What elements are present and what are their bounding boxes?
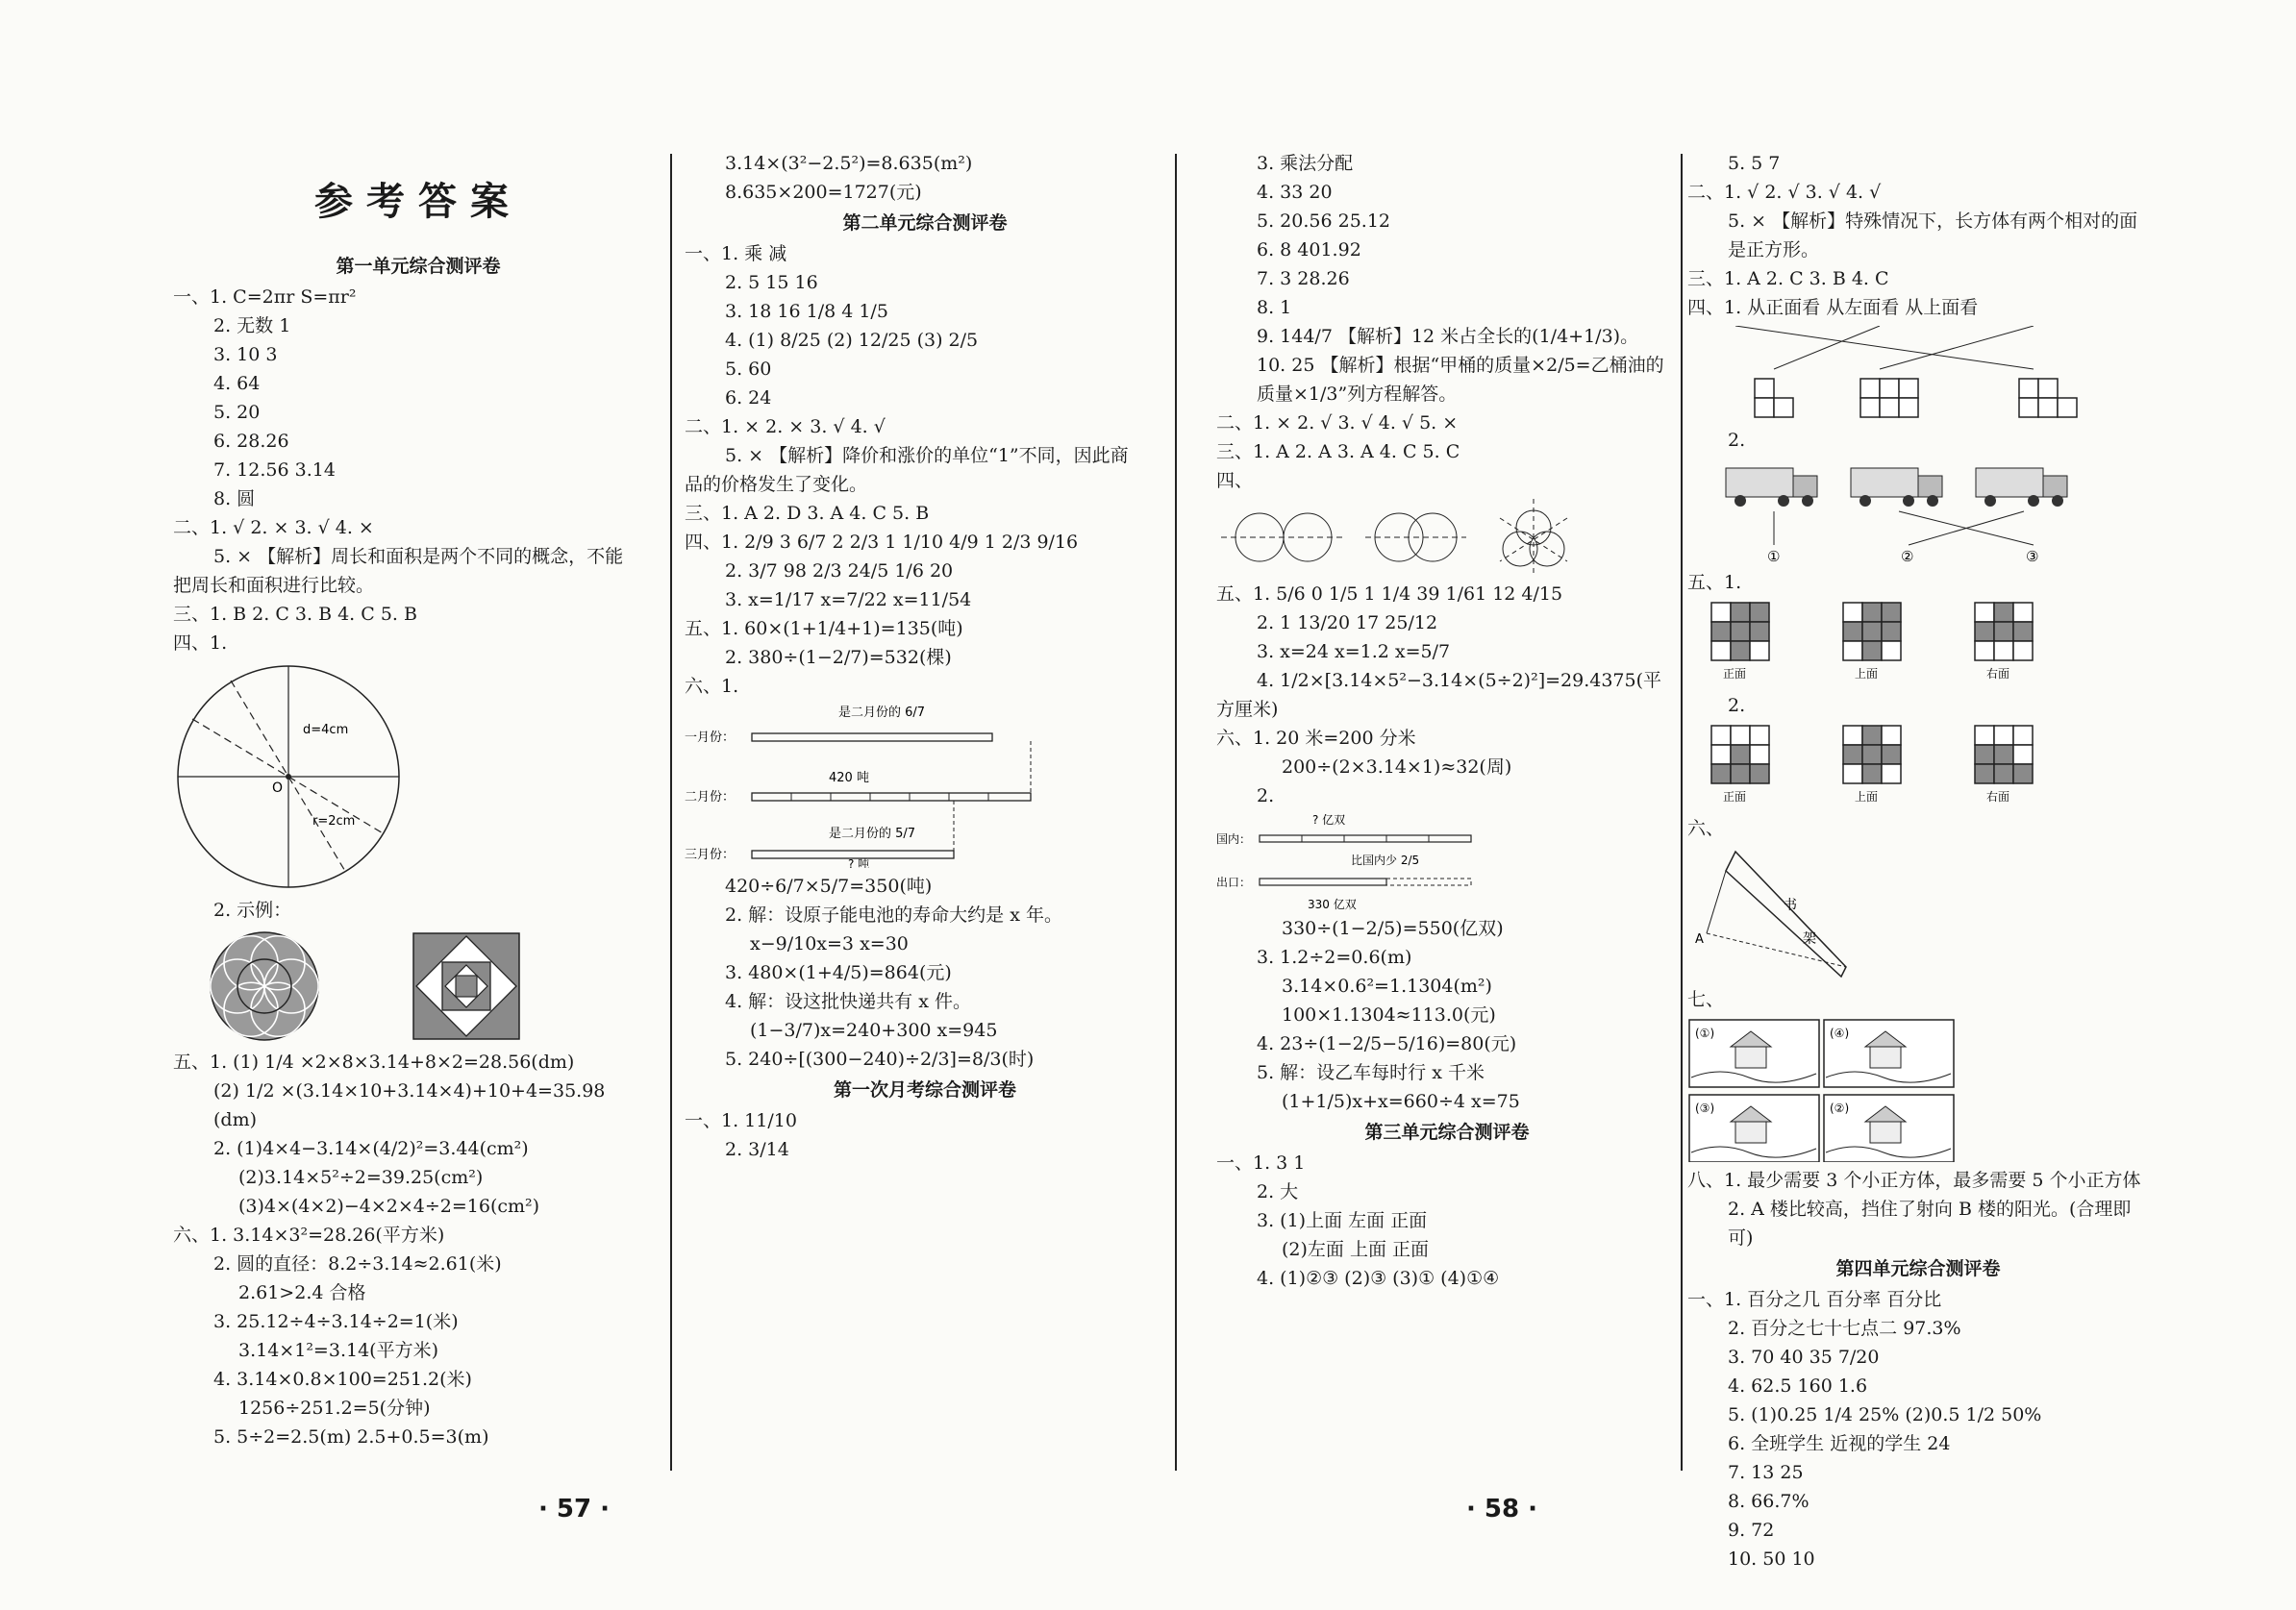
answer-line: 2. 3/7 98 2/3 24/5 1/6 20 xyxy=(725,560,954,582)
answer-line: 质量×1/3”列方程解答。 xyxy=(1257,384,1458,405)
view-shape-3 xyxy=(2019,379,2077,417)
grid-label: 正面 xyxy=(1723,667,1747,681)
three-circles-pattern xyxy=(1500,499,1567,574)
answer-line: 7. 12.56 3.14 xyxy=(213,459,336,481)
answer-line: 六、1. 20 米=200 分米 xyxy=(1216,728,1416,749)
scene-label: (②) xyxy=(1830,1102,1850,1115)
truck-view-2 xyxy=(1851,468,1942,507)
answer-line: (2)3.14×5²÷2=39.25(cm²) xyxy=(238,1167,484,1188)
answer-line: 一、1. 11/10 xyxy=(685,1110,797,1131)
column-divider xyxy=(1175,154,1177,1471)
answer-line: 5. 5÷2=2.5(m) 2.5+0.5=3(m) xyxy=(213,1426,489,1448)
answer-line: 五、1. xyxy=(1687,572,1742,593)
answer-line: 2. 380÷(1−2/7)=532(棵) xyxy=(725,647,952,668)
note-unknown: ? 吨 xyxy=(848,857,870,868)
answer-line: 3.14×(3²−2.5²)=8.635(m²) xyxy=(725,153,973,174)
answer-line: 4. 解：设这批快递共有 x 件。 xyxy=(725,991,971,1012)
mark-2: ② xyxy=(1901,548,1914,564)
book-label: 书 xyxy=(1784,898,1797,913)
grid-label: 右面 xyxy=(1986,790,2010,804)
answer-line: 三、1. A 2. C 3. B 4. C xyxy=(1687,268,1889,289)
scene-label: (③) xyxy=(1695,1102,1715,1115)
answer-line: 2. 百分之七十七点二 97.3% xyxy=(1728,1318,1961,1339)
answer-line: 3. 25.12÷4÷3.14÷2=1(米) xyxy=(213,1311,459,1332)
note-less: 比国内少 2/5 xyxy=(1351,854,1420,867)
mark-1: ① xyxy=(1767,548,1781,564)
label-feb: 二月份： xyxy=(685,790,736,805)
circle-patterns xyxy=(1216,499,1620,576)
answer-line: 2. 大 xyxy=(1257,1181,1299,1202)
answer-line: 3. x=24 x=1.2 x=5/7 xyxy=(1257,641,1451,662)
answer-line: 六、1. 3.14×3²=28.26(平方米) xyxy=(173,1225,445,1246)
answer-line: 2. (1)4×4−3.14×(4/2)²=3.44(cm²) xyxy=(213,1138,529,1159)
answer-line: 4. 33 20 xyxy=(1257,182,1333,203)
answer-line: 7. 3 28.26 xyxy=(1257,268,1350,289)
grid-上面 xyxy=(1843,726,1901,783)
answer-line: 2. 3/14 xyxy=(725,1139,789,1160)
answer-line: 4. 3.14×0.8×100=251.2(米) xyxy=(213,1369,472,1390)
answer-line: 9. 144/7 【解析】12 米占全长的(1/4+1/3)。 xyxy=(1257,326,1639,347)
view-grids-2 xyxy=(1687,724,2101,810)
answer-line: 2. 示例： xyxy=(213,900,292,921)
note-330: 330 亿双 xyxy=(1308,898,1357,910)
answer-line: (2) 1/2 ×(3.14×10+3.14×4)+10+4=35.98 xyxy=(213,1080,606,1102)
answer-line: 3. 18 16 1/8 4 1/5 xyxy=(725,301,888,322)
answer-line: 5. 解：设乙车每时行 x 千米 xyxy=(1257,1062,1485,1083)
page-number-left: · 57 · xyxy=(538,1495,611,1523)
answer-line: 5. 60 xyxy=(725,359,772,380)
answer-line: 2. xyxy=(1728,430,1746,451)
answer-line: 一、1. 3 1 xyxy=(1216,1152,1306,1174)
answer-line: 9. 72 xyxy=(1728,1520,1775,1541)
answer-line: 3. 70 40 35 7/20 xyxy=(1728,1347,1880,1368)
answer-line: 六、 xyxy=(1687,818,1725,839)
circle-diagram xyxy=(173,661,423,892)
label-domestic: 国内： xyxy=(1216,832,1252,846)
answer-line: 2.61>2.4 合格 xyxy=(238,1282,366,1303)
answer-line: 2. xyxy=(1728,695,1746,716)
answer-line: 6. 28.26 xyxy=(213,431,289,452)
answer-line: 4. 64 xyxy=(213,373,261,394)
answer-line: 6. 全班学生 近视的学生 24 xyxy=(1728,1433,1951,1454)
answer-line: 4. (1) 8/25 (2) 12/25 (3) 2/5 xyxy=(725,330,979,351)
answer-line: 四、1. 2/9 3 6/7 2 2/3 1 1/10 4/9 1 2/3 9/16 xyxy=(685,532,1079,553)
note-amount: 420 吨 xyxy=(829,771,869,785)
answer-line: 四、 xyxy=(1216,470,1254,491)
column-divider xyxy=(670,154,672,1471)
section-heading: 第四单元综合测评卷 xyxy=(1835,1258,2001,1279)
answer-column-4 xyxy=(1687,149,2149,1573)
answer-line: 八、1. 最少需要 3 个小正方体，最多需要 5 个小正方体 xyxy=(1687,1170,2141,1191)
answer-line: 5. × 【解析】降价和涨价的单位“1”不同，因此商 xyxy=(725,445,1129,466)
page-number-right: · 58 · xyxy=(1466,1495,1538,1523)
point-a-label: A xyxy=(1695,932,1704,947)
scene-matching xyxy=(1687,1018,1976,1162)
answer-line: 四、1. xyxy=(173,632,228,654)
answer-line: 5. 5 7 xyxy=(1728,153,1781,174)
answer-line: 二、1. × 2. √ 3. √ 4. √ 5. × xyxy=(1216,412,1459,433)
line-segment-diagram xyxy=(685,705,1108,868)
grid-label: 右面 xyxy=(1986,667,2010,681)
column-divider xyxy=(1681,154,1683,1471)
answer-line: 8. 圆 xyxy=(213,488,256,509)
center-label: O xyxy=(272,780,284,796)
note-jan: 是二月份的 6/7 xyxy=(838,706,926,720)
answer-line: (dm) xyxy=(213,1109,258,1130)
view-grids-1 xyxy=(1687,601,2101,687)
answer-line: 3. 1.2÷2=0.6(m) xyxy=(1257,947,1412,968)
answer-line: 把周长和面积进行比较。 xyxy=(173,575,375,596)
answer-line: 4. 1/2×[3.14×5²−3.14×(5÷2)²]=29.4375(平 xyxy=(1257,670,1662,691)
view-matching xyxy=(1687,326,2101,422)
grid-右面 xyxy=(1975,603,2033,660)
answer-line: 7. 13 25 xyxy=(1728,1462,1804,1483)
answer-line: 一、1. 乘 减 xyxy=(685,243,787,264)
answer-line: 3. 乘法分配 xyxy=(1257,153,1354,174)
answer-line: 4. 62.5 160 1.6 xyxy=(1728,1375,1868,1397)
answer-line: 8. 66.7% xyxy=(1728,1491,1809,1512)
answer-column-2 xyxy=(685,149,1165,1164)
answer-line: 3. 10 3 xyxy=(213,344,278,365)
answer-line: 5. × 【解析】周长和面积是两个不同的概念，不能 xyxy=(213,546,624,567)
answer-line: 三、1. A 2. A 3. A 4. C 5. C xyxy=(1216,441,1460,462)
answer-line: 2. 1 13/20 17 25/12 xyxy=(1257,612,1438,633)
answer-line: 一、1. C=2πr S=πr² xyxy=(173,286,357,308)
answer-line: 五、1. 5/6 0 1/5 1 1/4 39 1/61 12 4/15 xyxy=(1216,583,1563,605)
answer-line: 330÷(1−2/5)=550(亿双) xyxy=(1282,918,1504,939)
answer-column-3 xyxy=(1216,149,1678,1293)
answer-line: 可) xyxy=(1728,1227,1754,1249)
answer-line: 2. 无数 1 xyxy=(213,315,291,336)
answer-line: 5. (1)0.25 1/4 25% (2)0.5 1/2 50% xyxy=(1728,1404,2042,1425)
answer-line: 3. x=1/17 x=7/22 x=11/54 xyxy=(725,589,972,610)
mark-3: ③ xyxy=(2026,548,2039,564)
truck-matching xyxy=(1687,458,2101,564)
answer-line: 六、1. xyxy=(685,676,739,697)
answer-line: 5. 20.56 25.12 xyxy=(1257,211,1390,232)
answer-line: x−9/10x=3 x=30 xyxy=(750,933,909,954)
answer-line: 方厘米) xyxy=(1216,699,1279,720)
label-export: 出口： xyxy=(1216,876,1252,889)
section-heading: 第三单元综合测评卷 xyxy=(1364,1122,1530,1143)
view-shape-1 xyxy=(1755,379,1793,417)
grid-右面 xyxy=(1975,726,2033,783)
note-mar: 是二月份的 5/7 xyxy=(829,827,916,841)
answer-line: (2)左面 上面 正面 xyxy=(1282,1239,1429,1260)
label-jan: 一月份： xyxy=(685,731,736,745)
answer-line: 五、1. (1) 1/4 ×2×8×3.14+8×2=28.56(dm) xyxy=(173,1052,575,1073)
answer-line: 4. (1)②③ (2)③ (3)① (4)①④ xyxy=(1257,1268,1500,1289)
answer-line: 1256÷251.2=5(分钟) xyxy=(238,1398,431,1419)
page-title: 参考答案 xyxy=(314,179,522,224)
answer-line: 2. A 楼比较高，挡住了射向 B 楼的阳光。(合理即 xyxy=(1728,1199,2132,1220)
answer-line: 5. 240÷[(300−240)÷2/3]=8/3(时) xyxy=(725,1049,1035,1070)
overlap-circles-pattern xyxy=(1365,513,1466,561)
answer-line: 是正方形。 xyxy=(1728,239,1820,260)
answer-line: (3)4×(4×2)−4×2×4÷2=16(cm²) xyxy=(238,1196,540,1217)
truck-view-3 xyxy=(1976,468,2067,507)
section-heading: 第一单元综合测评卷 xyxy=(336,256,501,277)
answer-line: 2. xyxy=(1257,785,1275,806)
grid-label: 正面 xyxy=(1723,790,1747,804)
answer-line: 200÷(2×3.14×1)≈32(周) xyxy=(1282,756,1512,778)
section-heading: 第二单元综合测评卷 xyxy=(842,212,1008,234)
radius-label: r=2cm xyxy=(312,814,356,829)
flower-pattern xyxy=(211,932,318,1040)
answer-line: 一、1. 百分之几 百分率 百分比 xyxy=(1687,1289,1942,1310)
answer-line: 2. 圆的直径：8.2÷3.14≈2.61(米) xyxy=(213,1253,502,1275)
answer-line: 5. × 【解析】特殊情况下，长方体有两个相对的面 xyxy=(1728,211,2138,232)
answer-line: 4. 23÷(1−2/5−5/16)=80(元) xyxy=(1257,1033,1517,1054)
answer-line: 二、1. √ 2. × 3. √ 4. × xyxy=(173,517,374,538)
scene-label: (④) xyxy=(1830,1027,1850,1040)
answer-line: 3.14×0.6²=1.1304(m²) xyxy=(1282,976,1492,997)
answer-line: 10. 50 10 xyxy=(1728,1548,1815,1570)
grid-上面 xyxy=(1843,603,1901,660)
answer-line: 8.635×200=1727(元) xyxy=(725,182,922,203)
example-patterns xyxy=(173,929,586,1044)
grid-label: 上面 xyxy=(1855,667,1879,681)
answer-line: 五、1. 60×(1+1/4+1)=135(吨) xyxy=(685,618,963,639)
answer-line: 8. 1 xyxy=(1257,297,1292,318)
diameter-label: d=4cm xyxy=(303,723,349,737)
answer-line: 5. 20 xyxy=(213,402,261,423)
note-unknown: ? 亿双 xyxy=(1312,814,1346,827)
label-mar: 三月份： xyxy=(685,848,736,862)
answer-line: 6. 24 xyxy=(725,387,772,409)
section-heading: 第一次月考综合测评卷 xyxy=(833,1079,1016,1101)
answer-line: (1−3/7)x=240+300 x=945 xyxy=(750,1020,998,1041)
answer-line: 三、1. B 2. C 3. B 4. C 5. B xyxy=(173,604,417,625)
grid-label: 上面 xyxy=(1855,790,1879,804)
center-dot xyxy=(286,774,291,780)
square-pattern xyxy=(413,933,519,1039)
answer-line: 6. 8 401.92 xyxy=(1257,239,1361,260)
answer-line: 四、1. 从正面看 从左面看 从上面看 xyxy=(1687,297,1979,318)
answer-line: 二、1. √ 2. √ 3. √ 4. √ xyxy=(1687,182,1882,203)
answer-line: 七、 xyxy=(1687,989,1725,1010)
answer-line: 品的价格发生了变化。 xyxy=(685,474,868,495)
bookshelf-diagram xyxy=(1687,847,1880,981)
answer-line: 2. 5 15 16 xyxy=(725,272,818,293)
answer-line: (1+1/5)x+x=660÷4 x=75 xyxy=(1282,1091,1520,1112)
answer-line: 二、1. × 2. × 3. √ 4. √ xyxy=(685,416,886,437)
answer-line: 三、1. A 2. D 3. A 4. C 5. B xyxy=(685,503,930,524)
view-shape-2 xyxy=(1860,379,1918,417)
truck-view-1 xyxy=(1726,468,1817,507)
answer-column-1 xyxy=(173,149,663,1451)
answer-line: 2. 解：设原子能电池的寿命大约是 x 年。 xyxy=(725,904,1062,926)
export-line-diagram xyxy=(1216,814,1485,910)
answer-line: 420÷6/7×5/7=350(吨) xyxy=(725,876,933,897)
answer-line: 3. 480×(1+4/5)=864(元) xyxy=(725,962,952,983)
grid-正面 xyxy=(1711,603,1769,660)
grid-正面 xyxy=(1711,726,1769,783)
answer-line: 10. 25 【解析】根据“甲桶的质量×2/5=乙桶油的 xyxy=(1257,355,1664,376)
answer-line: 3.14×1²=3.14(平方米) xyxy=(238,1340,438,1361)
shelf-label: 架 xyxy=(1803,931,1816,947)
scene-label: (①) xyxy=(1695,1027,1715,1040)
answer-line: 100×1.1304≈113.0(元) xyxy=(1282,1004,1496,1026)
two-circles-pattern xyxy=(1221,513,1346,561)
answer-line: 3. (1)上面 左面 正面 xyxy=(1257,1210,1428,1231)
